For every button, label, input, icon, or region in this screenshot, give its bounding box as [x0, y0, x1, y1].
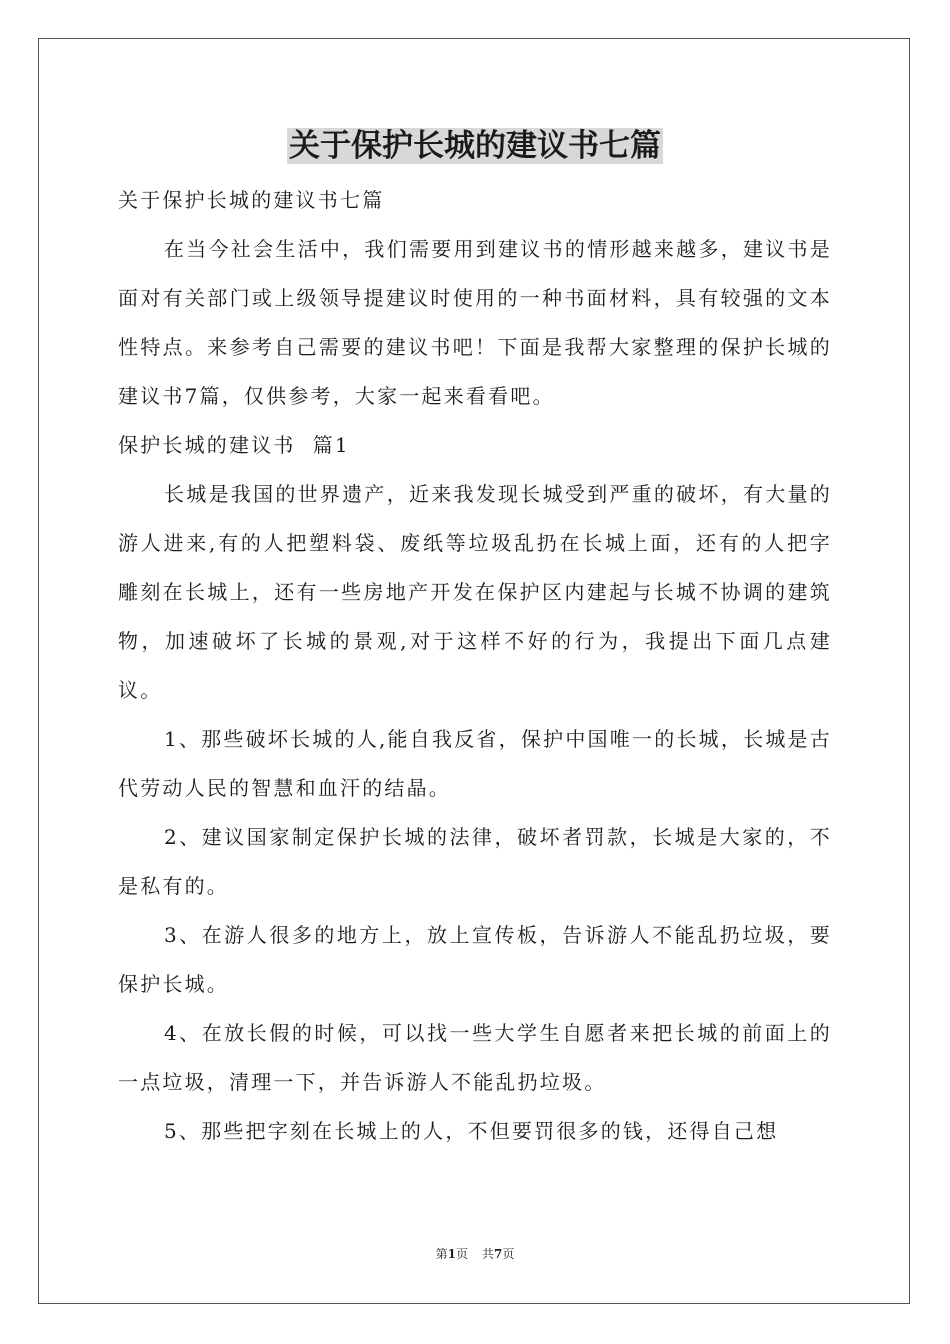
document-title-text: 关于保护长城的建议书七篇 — [289, 128, 661, 164]
document-body — [118, 176, 832, 1156]
page-current: 1 — [447, 1247, 456, 1261]
suggestion-3: 3、在游人很多的地方上，放上宣传板，告诉游人不能乱扔垃圾，要保护长城。 — [118, 923, 832, 996]
suggestion-5: 5、那些把字刻在长城上的人，不但要罚很多的钱，还得自己想 — [164, 1119, 779, 1143]
total-prefix: 共 — [482, 1247, 495, 1261]
suggestion-2: 2、建议国家制定保护长城的法律，破坏者罚款，长城是大家的，不是私有的。 — [118, 825, 832, 898]
intro-paragraph: 在当今社会生活中，我们需要用到建议书的情形越来越多，建议书是面对有关部门或上级领导提建议时使用的一种书面材料，具有较强的文本性特点。来参考自己需要的建议书吧！下面是我帮大家整理的保护长城的建议书7篇，仅供参考，大家一起来看看吧。 — [118, 237, 832, 408]
body-paragraph: 长城是我国的世界遗产，近来我发现长城受到严重的破坏，有大量的游人进来,有的人把塑料袋、废纸等垃圾乱扔在长城上面，还有的人把字雕刻在长城上，还有一些房地产开发在保护区内建起与长城不协调的建筑物，加速破坏了长城的景观,对于这样不好的行为，我提出下面几点建议。 — [118, 482, 832, 702]
suggestion-4: 4、在放长假的时候，可以找一些大学生自愿者来把长城的前面上的一点垃圾，清理一下，并告诉游人不能乱扔垃圾。 — [118, 1021, 832, 1094]
page-footer — [0, 1245, 950, 1262]
suggestion-1: 1、那些破坏长城的人,能自我反省，保护中国唯一的长城，长城是古代劳动人民的智慧和血汗的结晶。 — [118, 727, 832, 800]
document-title — [0, 124, 950, 168]
document-subtitle: 关于保护长城的建议书七篇 — [118, 188, 385, 212]
total-unit: 页 — [502, 1247, 515, 1261]
total-pages: 7 — [494, 1247, 503, 1261]
page-prefix: 第 — [435, 1247, 448, 1261]
page-unit: 页 — [455, 1247, 468, 1261]
section-heading: 保护长城的建议书 篇1 — [118, 433, 350, 457]
